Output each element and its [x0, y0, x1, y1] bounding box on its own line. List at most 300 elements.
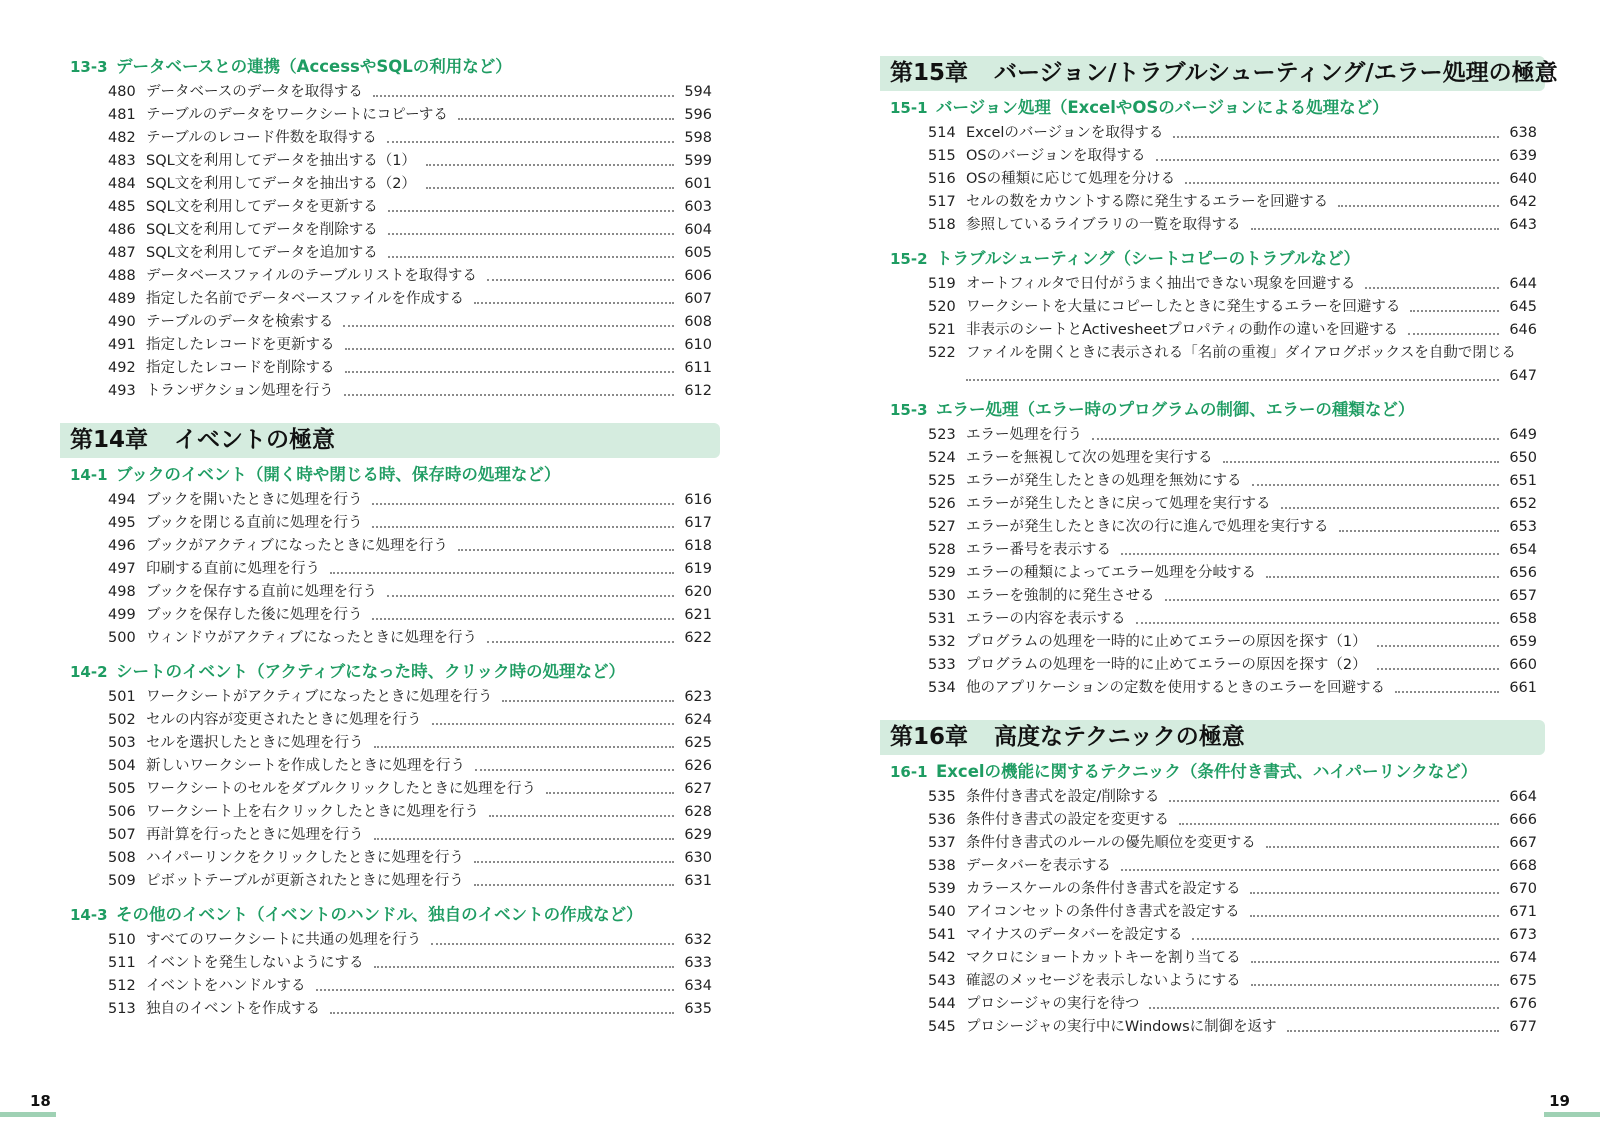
entry-number: 540 — [928, 904, 956, 920]
entry-number: 535 — [928, 789, 956, 805]
entry-page: 628 — [684, 804, 712, 820]
dot-leader — [458, 118, 674, 120]
entry-number: 526 — [928, 496, 956, 512]
entry-number: 492 — [108, 360, 136, 376]
chapter-title: バージョン/トラブルシューティング/エラー処理の極意 — [994, 60, 1558, 86]
section-number: 16-1 — [890, 763, 928, 781]
dot-leader — [1169, 800, 1499, 802]
entry-page: 644 — [1509, 276, 1537, 292]
section-spacer — [880, 388, 1545, 399]
entry-number: 513 — [108, 1001, 136, 1017]
chapter-heading — [60, 423, 720, 458]
entry-title: 指定したレコードを削除する — [146, 360, 335, 376]
entry-page: 647 — [1509, 368, 1537, 384]
toc-entry — [108, 334, 712, 357]
entry-number: 517 — [928, 194, 956, 210]
entry-number: 498 — [108, 584, 136, 600]
entry-title: エラーが発生したときの処理を無効にする — [966, 473, 1242, 489]
toc-entry — [108, 604, 712, 627]
entry-title: テーブルのレコード件数を取得する — [146, 130, 377, 146]
dot-leader — [1395, 691, 1499, 693]
entry-number: 502 — [108, 712, 136, 728]
entry-title: ブックを保存する直前に処理を行う — [146, 584, 377, 600]
entry-title: ウィンドウがアクティブになったときに処理を行う — [146, 630, 478, 646]
entry-title: SQL文を利用してデータを追加する — [146, 245, 378, 261]
entry-title: SQL文を利用してデータを更新する — [146, 199, 378, 215]
toc-entry — [108, 870, 712, 893]
toc-entry — [928, 273, 1537, 296]
dot-leader — [1121, 553, 1499, 555]
dot-leader — [1251, 961, 1499, 963]
entry-title: セルの数をカウントする際に発生するエラーを回避する — [966, 194, 1329, 210]
entry-title: SQL文を利用してデータを抽出する（2） — [146, 176, 416, 192]
toc-entry — [108, 242, 712, 265]
entry-number: 485 — [108, 199, 136, 215]
entry-page: 608 — [684, 314, 712, 330]
entry-number: 525 — [928, 473, 956, 489]
entry-page: 611 — [684, 360, 712, 376]
toc-entry — [108, 558, 712, 581]
entry-page: 657 — [1509, 588, 1537, 604]
dot-leader — [388, 233, 674, 235]
entry-title: エラーが発生したときに次の行に進んで処理を実行する — [966, 519, 1329, 535]
chapter-spacer — [880, 700, 1545, 720]
toc-entry — [108, 801, 712, 824]
section-number: 14-3 — [70, 906, 108, 924]
entry-number: 530 — [928, 588, 956, 604]
entry-page: 606 — [684, 268, 712, 284]
entry-number: 509 — [108, 873, 136, 889]
toc-entry — [928, 424, 1537, 447]
entry-number: 493 — [108, 383, 136, 399]
entry-title: エラー番号を表示する — [966, 542, 1111, 558]
entry-number: 538 — [928, 858, 956, 874]
entry-page: 617 — [684, 515, 712, 531]
entry-page: 630 — [684, 850, 712, 866]
dot-leader — [1192, 938, 1499, 940]
toc-entry — [928, 878, 1537, 901]
entry-title: エラーの種類によってエラー処理を分岐する — [966, 565, 1256, 581]
entry-title: マクロにショートカットキーを割り当てる — [966, 950, 1241, 966]
dot-leader — [1136, 622, 1500, 624]
left-page-toc — [60, 56, 720, 1021]
entry-title: すべてのワークシートに共通の処理を行う — [146, 932, 422, 948]
dot-leader — [431, 943, 674, 945]
entry-title: 指定したレコードを更新する — [146, 337, 335, 353]
chapter-title: イベントの極意 — [174, 427, 336, 453]
toc-entry — [928, 319, 1537, 342]
dot-leader — [1173, 136, 1499, 138]
dot-leader — [374, 966, 675, 968]
dot-leader — [1287, 1030, 1499, 1032]
section-spacer — [880, 237, 1545, 248]
entry-title: プログラムの処理を一時的に止めてエラーの原因を探す（1） — [966, 634, 1367, 650]
section-number: 13-3 — [70, 58, 108, 76]
toc-entry — [108, 150, 712, 173]
entry-page: 624 — [684, 712, 712, 728]
entry-page: 668 — [1509, 858, 1537, 874]
toc-entry — [108, 627, 712, 650]
entry-number: 488 — [108, 268, 136, 284]
entry-title: ワークシートのセルをダブルクリックしたときに処理を行う — [146, 781, 537, 797]
entry-title: エラーが発生したときに戻って処理を実行する — [966, 496, 1271, 512]
entry-page: 650 — [1509, 450, 1537, 466]
entry-page: 632 — [684, 932, 712, 948]
section-title: エラー処理（エラー時のプログラムの制御、エラーの種類など） — [936, 400, 1415, 419]
entry-page: 625 — [684, 735, 712, 751]
entry-page: 629 — [684, 827, 712, 843]
entry-title: データバーを表示する — [966, 858, 1111, 874]
entry-page: 621 — [684, 607, 712, 623]
dot-leader — [1223, 461, 1500, 463]
entry-title: 参照しているライブラリの一覧を取得する — [966, 217, 1241, 233]
toc-entry — [108, 952, 712, 975]
entry-page: 653 — [1509, 519, 1537, 535]
entry-page: 670 — [1509, 881, 1537, 897]
entry-number: 491 — [108, 337, 136, 353]
entry-title: ブックを開いたときに処理を行う — [146, 492, 363, 508]
entry-number: 504 — [108, 758, 136, 774]
entry-page: 627 — [684, 781, 712, 797]
dot-leader — [330, 1012, 674, 1014]
toc-entry — [928, 970, 1537, 993]
toc-entry — [928, 832, 1537, 855]
entry-page: 673 — [1509, 927, 1537, 943]
toc-entry — [108, 535, 712, 558]
toc-entry — [108, 732, 712, 755]
dot-leader — [474, 861, 674, 863]
dot-leader — [1165, 599, 1500, 601]
toc-entry — [108, 755, 712, 778]
entry-number: 512 — [108, 978, 136, 994]
toc-entry — [928, 855, 1537, 878]
page-number-right: 19 — [1549, 1092, 1570, 1110]
dot-leader — [388, 210, 674, 212]
toc-entry — [928, 1016, 1537, 1039]
page-number-bar-left — [0, 1112, 56, 1117]
section-number: 15-3 — [890, 401, 928, 419]
toc-entry — [928, 608, 1537, 631]
dot-leader — [344, 394, 674, 396]
entry-title: エラーを強制的に発生させる — [966, 588, 1155, 604]
toc-entry — [928, 191, 1537, 214]
section-spacer — [60, 650, 720, 661]
entry-number: 541 — [928, 927, 956, 943]
entry-number: 481 — [108, 107, 136, 123]
entry-title: カラースケールの条件付き書式を設定する — [966, 881, 1241, 897]
entry-page: 661 — [1509, 680, 1537, 696]
entry-number: 514 — [928, 125, 956, 141]
entry-title: 他のアプリケーションの定数を使用するときのエラーを回避する — [966, 680, 1386, 696]
dot-leader — [475, 769, 674, 771]
entry-number: 533 — [928, 657, 956, 673]
entry-number: 532 — [928, 634, 956, 650]
dot-leader — [546, 792, 674, 794]
toc-entry — [108, 173, 712, 196]
entry-title: ワークシート上を右クリックしたときに処理を行う — [146, 804, 479, 820]
entry-number: 489 — [108, 291, 136, 307]
dot-leader — [1266, 576, 1499, 578]
section-title: その他のイベント（イベントのハンドル、独自のイベントの作成など） — [116, 905, 643, 924]
toc-entry — [108, 81, 712, 104]
entry-number: 520 — [928, 299, 956, 315]
entry-page: 667 — [1509, 835, 1537, 851]
section-heading — [890, 97, 1545, 119]
right-page-toc — [880, 56, 1558, 1039]
section-spacer — [60, 893, 720, 904]
dot-leader — [1339, 530, 1500, 532]
entry-title: エラーの内容を表示する — [966, 611, 1126, 627]
entry-number: 545 — [928, 1019, 956, 1035]
section-heading — [890, 248, 1545, 270]
toc-entry — [928, 145, 1537, 168]
entry-page: 646 — [1509, 322, 1537, 338]
entry-title: オートフィルタで日付がうまく抽出できない現象を回避する — [966, 276, 1356, 292]
entry-page: 622 — [684, 630, 712, 646]
section-heading — [70, 904, 720, 926]
dot-leader — [1252, 484, 1500, 486]
dot-leader — [1251, 984, 1499, 986]
toc-entry — [928, 516, 1537, 539]
entry-page: 601 — [684, 176, 712, 192]
toc-entry — [108, 778, 712, 801]
toc-entry — [108, 196, 712, 219]
entry-page: 638 — [1509, 125, 1537, 141]
entry-title: 新しいワークシートを作成したときに処理を行う — [146, 758, 465, 774]
dot-leader — [1250, 915, 1499, 917]
entry-page: 620 — [684, 584, 712, 600]
entry-number: 536 — [928, 812, 956, 828]
section-number: 14-1 — [70, 466, 108, 484]
entry-page: 676 — [1509, 996, 1537, 1012]
section-number: 15-2 — [890, 250, 928, 268]
entry-page: 664 — [1509, 789, 1537, 805]
entry-page: 596 — [684, 107, 712, 123]
entry-title: プロシージャの実行を待つ — [966, 996, 1140, 1012]
toc-entry — [108, 686, 712, 709]
entry-page: 651 — [1509, 473, 1537, 489]
entry-page: 631 — [684, 873, 712, 889]
toc-entry — [108, 288, 712, 311]
entry-title: SQL文を利用してデータを抽出する（1） — [146, 153, 416, 169]
entry-page: 660 — [1509, 657, 1537, 673]
entry-number: 505 — [108, 781, 136, 797]
entry-number: 521 — [928, 322, 956, 338]
toc-entry — [108, 709, 712, 732]
toc-entry — [928, 809, 1537, 832]
toc-entry — [928, 342, 1537, 388]
page-number-left: 18 — [30, 1092, 51, 1110]
entry-title: 指定した名前でデータベースファイルを作成する — [146, 291, 464, 307]
entry-number: 529 — [928, 565, 956, 581]
entry-title: データベースのデータを取得する — [146, 84, 363, 100]
entry-number: 506 — [108, 804, 136, 820]
entry-page: 674 — [1509, 950, 1537, 966]
entry-title: エラー処理を行う — [966, 427, 1082, 443]
entry-page: 671 — [1509, 904, 1537, 920]
dot-leader — [330, 572, 674, 574]
entry-number: 503 — [108, 735, 136, 751]
entry-title: 確認のメッセージを表示しないようにする — [966, 973, 1241, 989]
dot-leader — [1338, 205, 1499, 207]
toc-entry — [108, 975, 712, 998]
entry-title: ファイルを開くときに表示される「名前の重複」ダイアログボックスを自動で閉じる — [966, 345, 1516, 361]
dot-leader — [489, 815, 674, 817]
dot-leader — [374, 746, 675, 748]
entry-title: 非表示のシートとActivesheetプロパティの動作の違いを回避する — [966, 322, 1398, 338]
entry-number: 496 — [108, 538, 136, 554]
entry-title: ワークシートを大量にコピーしたときに発生するエラーを回避する — [966, 299, 1401, 315]
dot-leader — [372, 503, 674, 505]
section-heading — [890, 761, 1545, 783]
entry-number: 528 — [928, 542, 956, 558]
entry-title: ハイパーリンクをクリックしたときに処理を行う — [146, 850, 464, 866]
dot-leader — [316, 989, 675, 991]
dot-leader — [1092, 438, 1499, 440]
chapter-number: 第14章 — [70, 427, 149, 453]
entry-page: 642 — [1509, 194, 1537, 210]
dot-leader — [1266, 846, 1499, 848]
entry-title: OSのバージョンを取得する — [966, 148, 1146, 164]
entry-title: セルの内容が変更されたときに処理を行う — [146, 712, 422, 728]
section-title: Excelの機能に関するテクニック（条件付き書式、ハイパーリンクなど） — [936, 762, 1478, 781]
entry-page: 623 — [684, 689, 712, 705]
entry-title: プロシージャの実行中にWindowsに制御を返す — [966, 1019, 1277, 1035]
dot-leader — [426, 164, 674, 166]
entry-title: ワークシートがアクティブになったときに処理を行う — [146, 689, 493, 705]
entry-page: 640 — [1509, 171, 1537, 187]
dot-leader — [1410, 310, 1499, 312]
toc-entry — [108, 512, 712, 535]
entry-page: 643 — [1509, 217, 1537, 233]
entry-page: 675 — [1509, 973, 1537, 989]
entry-title: イベントをハンドルする — [146, 978, 306, 994]
entry-page: 652 — [1509, 496, 1537, 512]
dot-leader — [1121, 869, 1499, 871]
toc-entry — [108, 489, 712, 512]
entry-number: 518 — [928, 217, 956, 233]
entry-title: セルを選択したときに処理を行う — [146, 735, 364, 751]
entry-number: 544 — [928, 996, 956, 1012]
toc-entry — [928, 168, 1537, 191]
section-heading — [70, 661, 720, 683]
entry-number: 527 — [928, 519, 956, 535]
entry-title: 再計算を行ったときに処理を行う — [146, 827, 364, 843]
entry-title: データベースファイルのテーブルリストを取得する — [146, 268, 477, 284]
entry-page: 639 — [1509, 148, 1537, 164]
page-number-bar-right — [1544, 1112, 1600, 1117]
entry-number: 507 — [108, 827, 136, 843]
toc-entry — [928, 947, 1537, 970]
section-heading — [70, 464, 720, 486]
entry-number: 515 — [928, 148, 956, 164]
entry-page: 607 — [684, 291, 712, 307]
entry-page: 594 — [684, 84, 712, 100]
entry-number: 519 — [928, 276, 956, 292]
entry-title: 条件付き書式を設定/削除する — [966, 789, 1160, 805]
entry-number: 499 — [108, 607, 136, 623]
toc-entry — [108, 311, 712, 334]
chapter-number: 第15章 — [890, 60, 969, 86]
toc-entry — [108, 847, 712, 870]
entry-page: 654 — [1509, 542, 1537, 558]
toc-entry — [928, 677, 1537, 700]
dot-leader — [372, 618, 674, 620]
entry-title: ブックを閉じる直前に処理を行う — [146, 515, 363, 531]
entry-number: 483 — [108, 153, 136, 169]
entry-number: 486 — [108, 222, 136, 238]
entry-title: プログラムの処理を一時的に止めてエラーの原因を探す（2） — [966, 657, 1367, 673]
entry-page: 604 — [684, 222, 712, 238]
entry-title: 印刷する直前に処理を行う — [146, 561, 320, 577]
toc-entry — [108, 581, 712, 604]
entry-title: ピボットテーブルが更新されたときに処理を行う — [146, 873, 464, 889]
toc-entry — [928, 786, 1537, 809]
entry-title: ブックを保存した後に処理を行う — [146, 607, 363, 623]
section-heading — [890, 399, 1545, 421]
entry-page: 616 — [684, 492, 712, 508]
section-number: 14-2 — [70, 663, 108, 681]
entry-number: 542 — [928, 950, 956, 966]
toc-entry — [108, 127, 712, 150]
dot-leader — [1185, 182, 1499, 184]
dot-leader — [458, 549, 674, 551]
dot-leader — [1179, 823, 1499, 825]
section-title: ブックのイベント（開く時や閉じる時、保存時の処理など） — [116, 465, 561, 484]
entry-page: 659 — [1509, 634, 1537, 650]
dot-leader — [1156, 159, 1499, 161]
toc-entry — [928, 562, 1537, 585]
entry-number: 531 — [928, 611, 956, 627]
entry-title: テーブルのデータを検索する — [146, 314, 334, 330]
toc-entry — [108, 824, 712, 847]
dot-leader — [487, 641, 674, 643]
dot-leader — [1377, 645, 1499, 647]
entry-number: 511 — [108, 955, 136, 971]
dot-leader — [1281, 507, 1500, 509]
entry-number: 543 — [928, 973, 956, 989]
entry-title: 独自のイベントを作成する — [146, 1001, 320, 1017]
entry-title: マイナスのデータバーを設定する — [966, 927, 1183, 943]
entry-title: イベントを発生しないようにする — [146, 955, 364, 971]
entry-page: 603 — [684, 199, 712, 215]
entry-number: 482 — [108, 130, 136, 146]
entry-number: 508 — [108, 850, 136, 866]
toc-entry — [928, 214, 1537, 237]
dot-leader — [474, 302, 674, 304]
toc-entry — [928, 296, 1537, 319]
entry-title: SQL文を利用してデータを削除する — [146, 222, 378, 238]
entry-title: Excelのバージョンを取得する — [966, 125, 1164, 141]
entry-number: 523 — [928, 427, 956, 443]
toc-entry — [108, 380, 712, 403]
dot-leader — [345, 348, 675, 350]
entry-number: 516 — [928, 171, 956, 187]
entry-number: 539 — [928, 881, 956, 897]
entry-page: 635 — [684, 1001, 712, 1017]
dot-leader — [502, 700, 674, 702]
entry-title: 条件付き書式の設定を変更する — [966, 812, 1169, 828]
entry-title: 条件付き書式のルールの優先順位を変更する — [966, 835, 1256, 851]
toc-entry — [108, 357, 712, 380]
entry-page: 619 — [684, 561, 712, 577]
entry-number: 495 — [108, 515, 136, 531]
dot-leader — [966, 379, 1499, 381]
toc-entry — [928, 993, 1537, 1016]
toc-entry — [108, 265, 712, 288]
chapter-number: 第16章 — [890, 724, 969, 750]
section-heading — [70, 56, 720, 78]
